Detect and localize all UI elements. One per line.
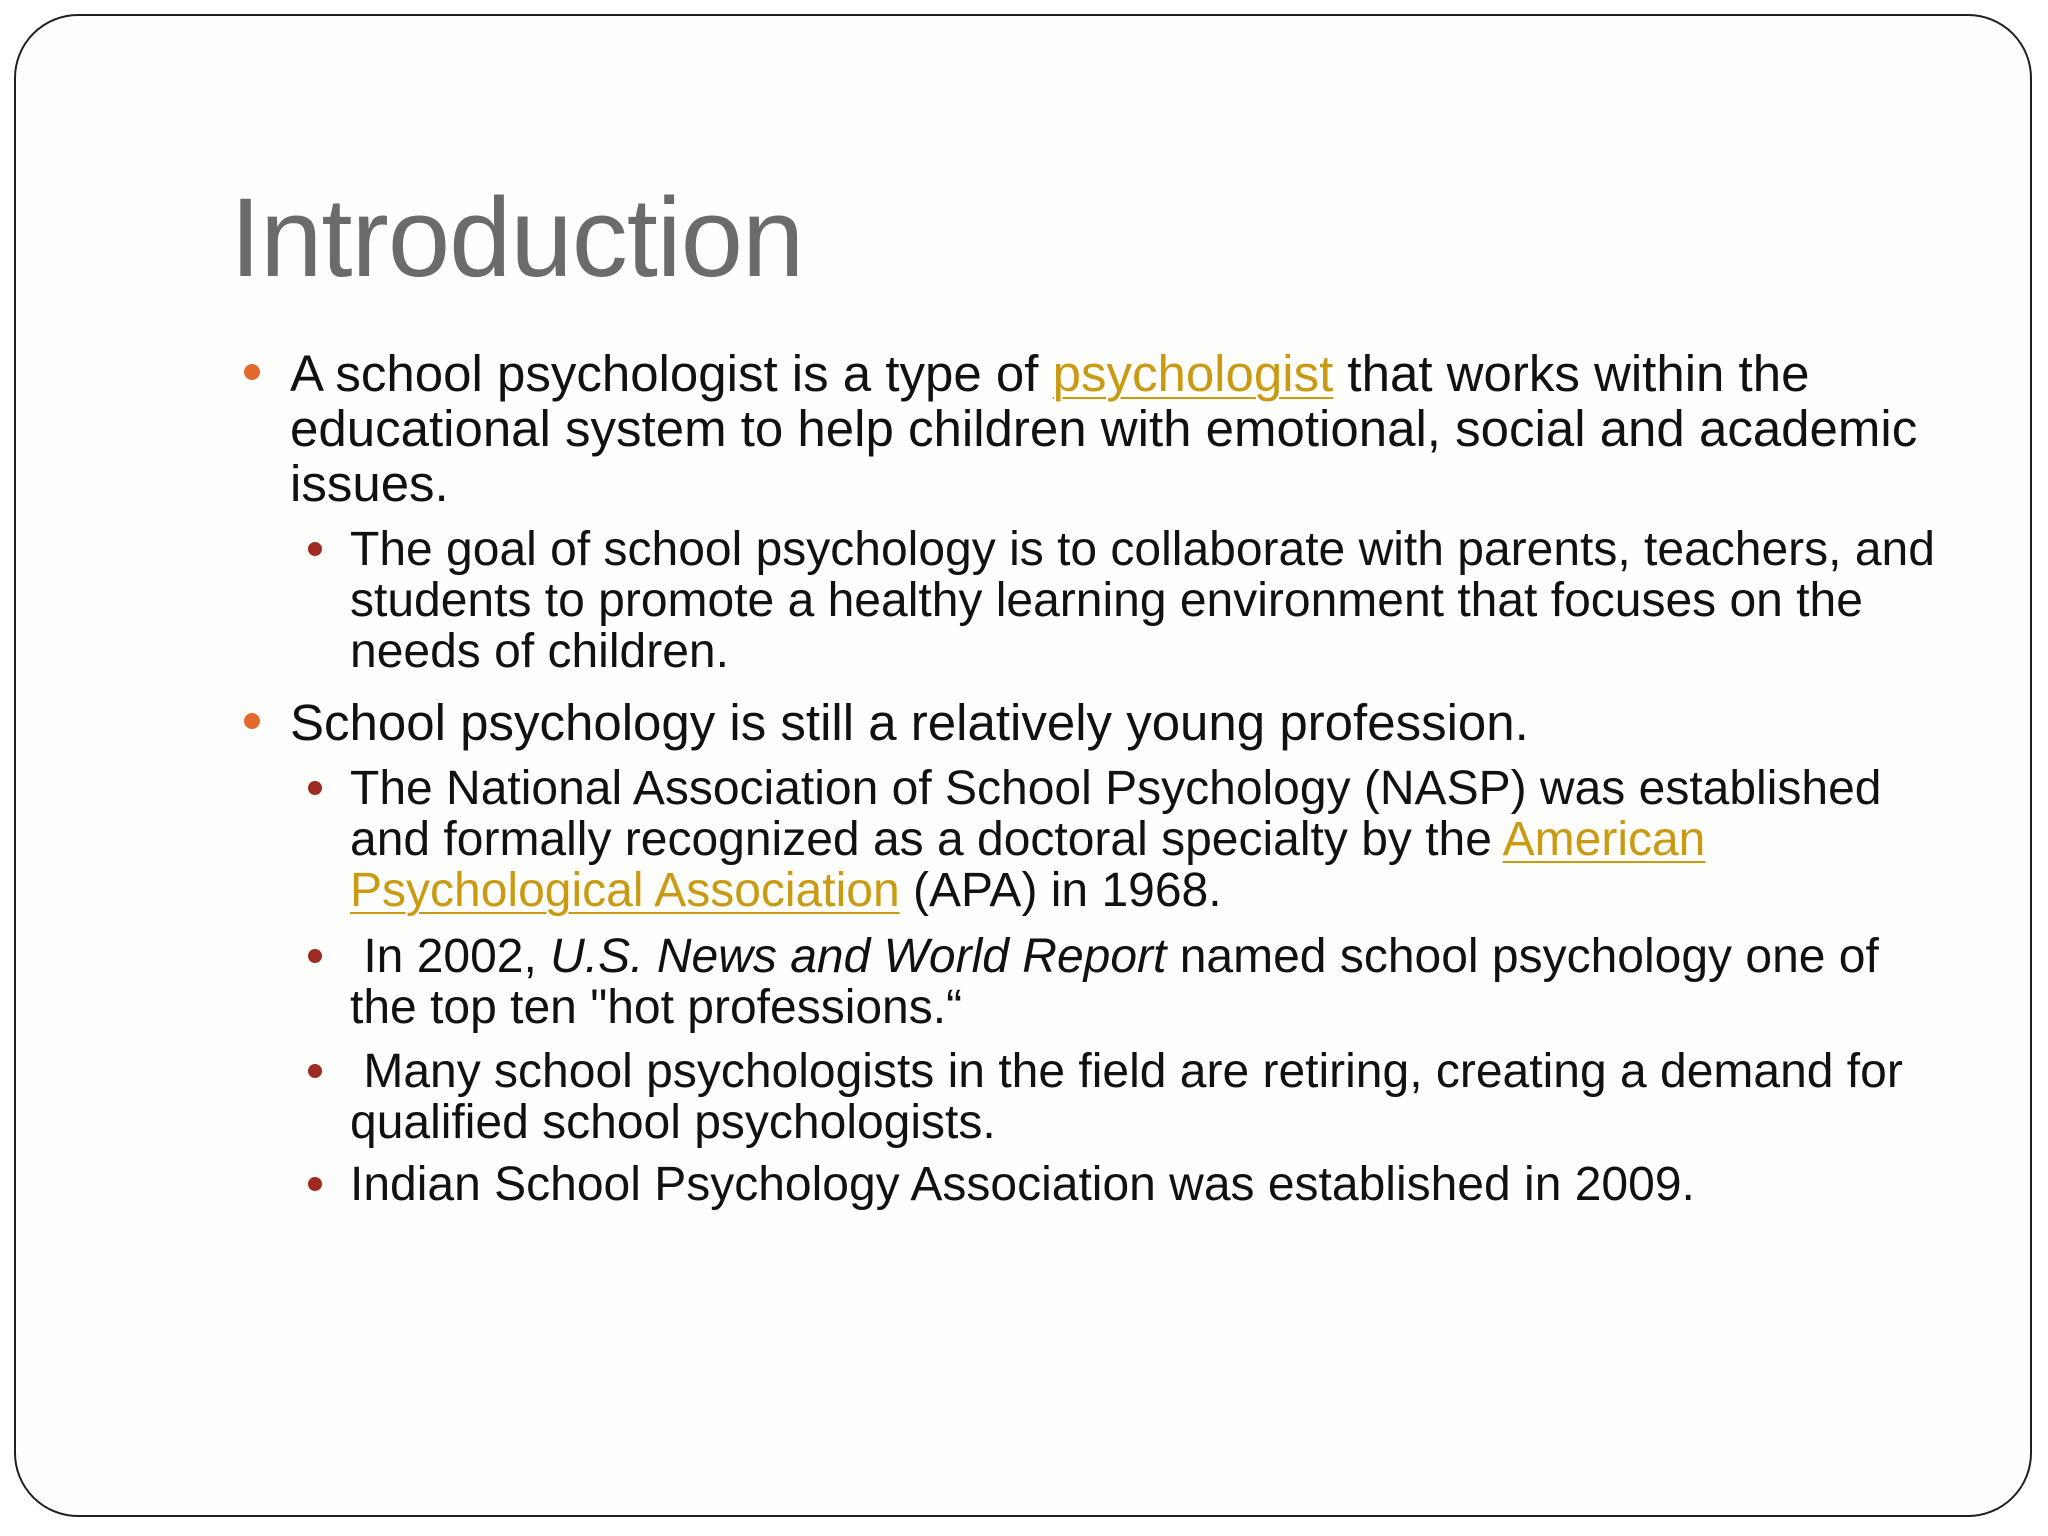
bullet-text: (APA) in 1968. [899,864,1222,917]
bullet-item-indian-association: Indian School Psychology Association was established in 2009. [350,1158,1695,1211]
bullet-text: that works within the educational system to help children with emotional, social and academic issues. [290,345,1918,512]
slide [14,14,2032,1517]
apa-link[interactable]: American Psychological Association [350,813,1706,917]
bullet-dot-level2 [308,949,322,963]
bullet-item-school-psychologist [290,346,1930,511]
bullet-dot-level1 [244,713,260,729]
slide-title: Introduction [230,175,804,300]
bullet-item-us-news [350,931,1940,1033]
bullet-item-young-profession: School psychology is still a relatively young profession. [290,694,1529,751]
bullet-dot-level2 [308,1064,322,1078]
psychologist-link[interactable]: psychologist [1052,345,1334,402]
publication-title: U.S. News and World Report [550,930,1167,983]
bullet-list [16,16,2030,1515]
bullet-dot-level2 [308,1177,322,1191]
bullet-item-nasp [350,763,1940,916]
bullet-text: The National Association of School Psychology (NASP) was established and formally recognized as a doctoral specialty by the [350,762,1882,866]
bullet-item-retiring: Many school psychologists in the field are retiring, creating a demand for qualified school psychologists. [350,1045,1917,1149]
bullet-text: A school psychologist is a type of [290,345,1053,402]
bullet-text: named school psychology one of the top ten "hot professions.“ [350,930,1879,1034]
bullet-text: In 2002, [350,930,551,983]
bullet-item-goal: The goal of school psychology is to collaborate with parents, teachers, and students to promote a healthy learning environment that focuses on the needs of children. [350,523,1935,678]
bullet-dot-level2 [308,781,322,795]
bullet-dot-level2 [308,542,322,556]
bullet-dot-level1 [244,364,260,380]
